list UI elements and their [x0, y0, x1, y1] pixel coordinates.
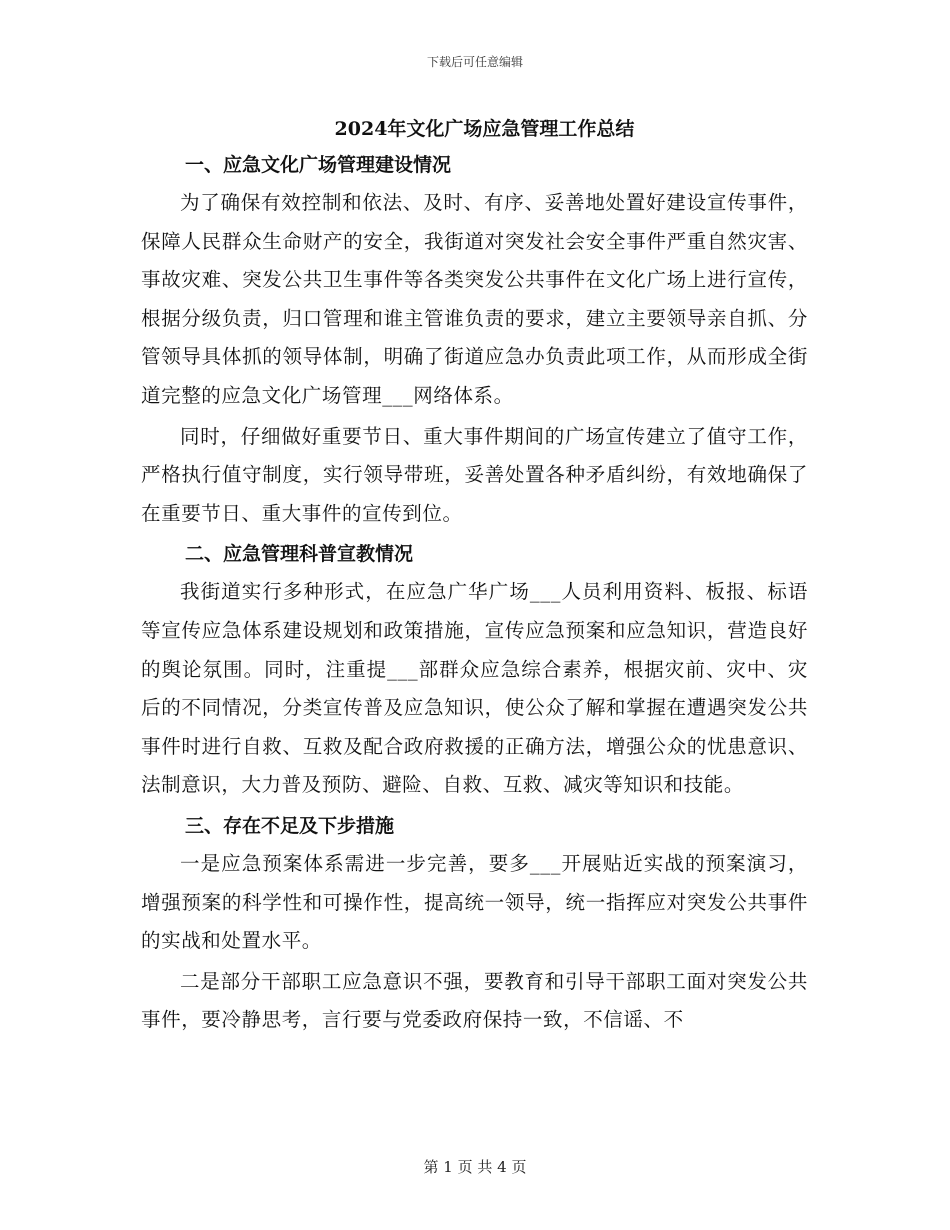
paragraph: 二是部分干部职工应急意识不强，要教育和引导干部职工面对突发公共事件，要冷静思考，言行要与党委政府保持一致，不信谣、不	[141, 969, 808, 1032]
paragraph: 为了确保有效控制和依法、及时、有序、妥善地处置好建设宣传事件，保障人民群众生命财产的安全，我街道对突发社会安全事件严重自然灾害、事故灾难、突发公共卫生事件等各类突发公共事件在文化广场上进行宣传，根据分级负责，归口管理和谁主管谁负责的要求，建立主要领导亲自抓、分管领导具体抓的领导体制，明确了街道应急办负责此项工作，从而形成全街道完整的应急文化广场管理___网络体系。	[141, 191, 808, 407]
paragraph: 同时，仔细做好重要节日、重大事件期间的广场宣传建立了值守工作，严格执行值守制度，实行领导带班，妥善处置各种矛盾纠纷，有效地确保了在重要节日、重大事件的宣传到位。	[141, 424, 808, 525]
paragraph: 一是应急预案体系需进一步完善，要多___开展贴近实战的预案演习，增强预案的科学性和可操作性，提高统一领导，统一指挥应对突发公共事件的实战和处置水平。	[141, 851, 808, 953]
section-heading-1: 一、应急文化广场管理建设情况	[185, 154, 452, 176]
page-header: 下载后可任意编辑	[426, 55, 523, 69]
page-footer: 第 1 页 共 4 页	[423, 1158, 527, 1176]
paragraph: 我街道实行多种形式，在应急广华广场___人员利用资料、板报、标语等宣传应急体系建设规划和政策措施，宣传应急预案和应急知识，营造良好的舆论氛围。同时，注重提___部群众应急综合素养，根据灾前、灾中、灾后的不同情况，分类宣传普及应急知识，使公众了解和掌握在遭遇突发公共事件时进行自救、互救及配合政府救援的正确方法，增强公众的忧患意识、法制意识，大力普及预防、避险、自救、互救、减灾等知识和技能。	[141, 580, 808, 797]
document-body	[141, 112, 808, 1042]
document-title: 2024年文化广场应急管理工作总结	[334, 118, 635, 140]
section-heading-2: 二、应急管理科普宣教情况	[185, 543, 414, 566]
section-heading-3: 三、存在不足及下步措施	[185, 814, 395, 837]
